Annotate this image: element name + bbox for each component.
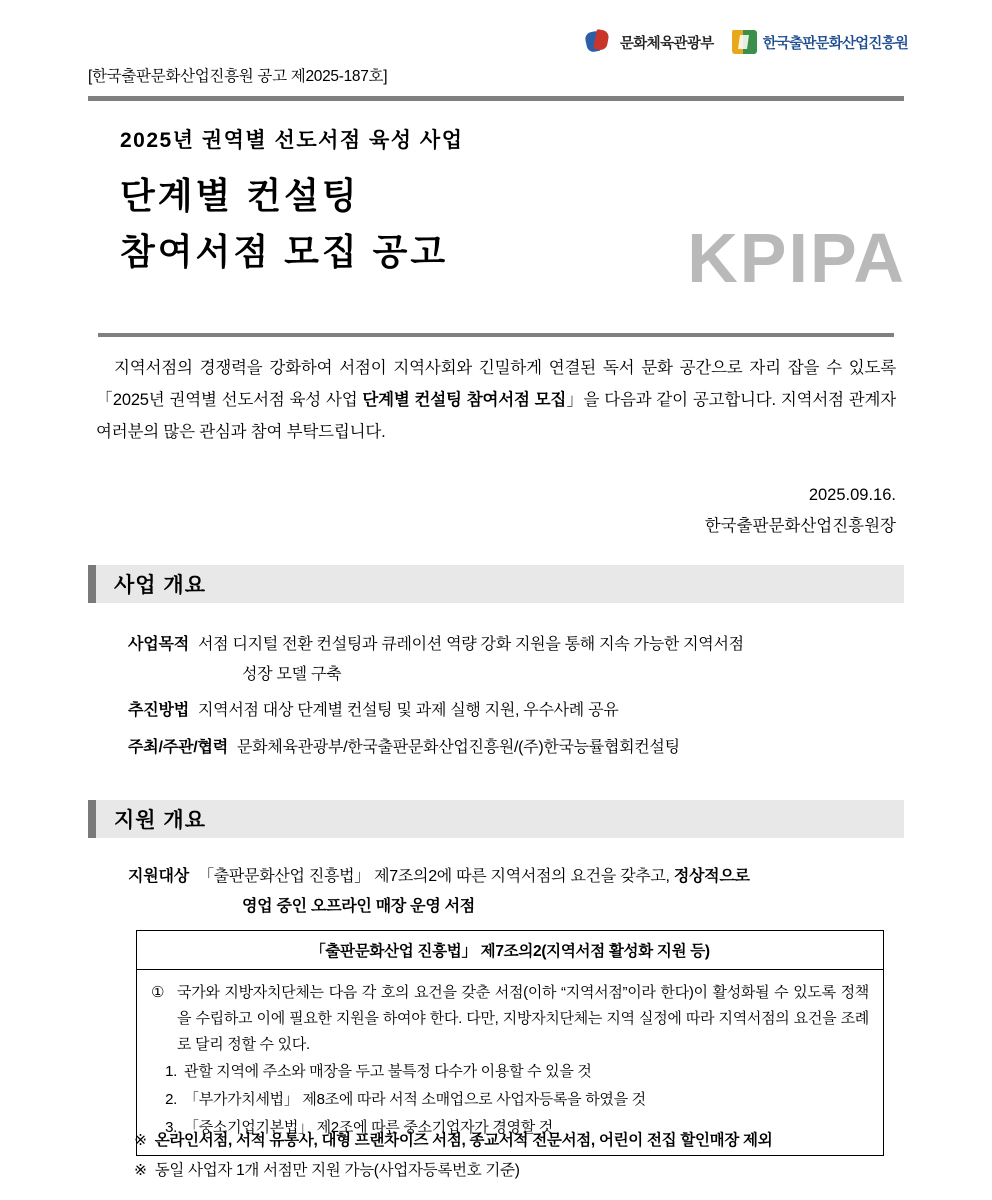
- note-text: 동일 사업자 1개 서점만 지원 가능(사업자등록번호 기준): [154, 1162, 520, 1180]
- top-divider: [88, 96, 904, 101]
- section-accent-bar: [88, 800, 96, 838]
- definition-row: [128, 733, 898, 763]
- notes-list: [134, 1126, 894, 1186]
- note-item: [134, 1126, 894, 1156]
- issuer-name: 한국출판문화산업진흥원장: [704, 516, 896, 535]
- definition-value: 문화체육관광부/한국출판문화산업진흥원/(주)한국능률협회컨설팅: [237, 738, 680, 756]
- law-item-text: 국가와 지방자치단체는 다음 각 호의 요건을 갖춘 서점(이하 “지역서점”이라 한다)이 활성화될 수 있도록 정책을 수립하고 이에 필요한 지원을 하여야 한다. 다만, 지방자치단체는 지역 실정에 따라 지역서점의 요건을 조례로 달리 정할 수 있다.: [177, 984, 869, 1053]
- definition-value: 지역서점 대상 단계별 컨설팅 및 과제 실행 지원, 우수사례 공유: [198, 702, 619, 720]
- law-item-text: 관할 지역에 주소와 매장을 두고 불특정 다수가 이용할 수 있을 것: [184, 1063, 592, 1081]
- law-item-marker: 1.: [165, 1063, 177, 1081]
- intro-text-bold: 단계별 컨설팅 참여서점 모집: [362, 391, 567, 410]
- kpipa-watermark: KPIPA: [687, 219, 906, 297]
- intro-text-part1: 지역서점의 경쟁력을 강화하여 서점이 지역사회와 긴밀하게 연결된 독서 문화 공간으로 자리 잡을 수 있도록 「2025년 권역별 선도서점 육성 사업: [96, 359, 896, 410]
- definition-value: [198, 862, 750, 921]
- kpipa-logo-label: 한국출판문화산업진흥원: [762, 35, 908, 52]
- definition-row: [128, 630, 898, 689]
- definition-row: [128, 862, 898, 921]
- support-definition-list: [128, 862, 898, 928]
- law-box-title: 「출판문화산업 진흥법」 제7조의2(지역서점 활성화 지원 등): [137, 931, 883, 970]
- definition-label: 추진방법: [128, 702, 190, 720]
- note-text: 온라인서점, 서적 유통사, 대형 프랜차이즈 서점, 종교서적 전문서점, 어린이 전집 할인매장 제외: [154, 1132, 773, 1149]
- law-reference-box: [136, 930, 884, 1156]
- definition-label: 주최/주관/협력: [128, 738, 229, 756]
- law-item-text: 「부가가치세법」 제8조에 따라 서적 소매업으로 사업자등록을 하였을 것: [184, 1091, 646, 1109]
- book-icon: [732, 29, 758, 55]
- definition-value-text: 서점 디지털 전환 컨설팅과 큐레이션 역량 강화 지원을 통해 지속 가능한 지역서점: [198, 636, 744, 653]
- law-item: [151, 1059, 869, 1085]
- intro-text-part2: 」을 다음과 같이 공고합니다. 지역서점 관계자 여러분의 많은 관심과 참여 부탁드립니다.: [96, 391, 896, 442]
- document-number: [한국출판문화산업진흥원 공고 제2025-187호]: [88, 68, 388, 85]
- intro-paragraph: [96, 352, 896, 449]
- mcst-logo: [585, 28, 714, 56]
- title-main-line1: 단계별 컨설팅: [120, 175, 360, 216]
- definition-row: [128, 696, 898, 726]
- law-item: [151, 1087, 869, 1113]
- section-header-support: [88, 800, 904, 838]
- definition-value-cont: 영업 중인 오프라인 매장 운영 서점: [242, 897, 475, 915]
- note-marker: ※: [134, 1132, 147, 1149]
- announcement-date: 2025.09.16.: [808, 486, 896, 504]
- title-divider: [98, 333, 894, 337]
- signature-block: [705, 480, 896, 541]
- title-main-line2: 참여서점 모집 공고: [120, 230, 449, 272]
- definition-value: [198, 630, 744, 689]
- law-item: [151, 980, 869, 1057]
- section-accent-bar: [88, 565, 96, 603]
- definition-value-cont: 성장 모델 구축: [242, 665, 342, 683]
- mcst-logo-label: 문화체육관광부: [619, 35, 714, 52]
- note-marker: ※: [134, 1162, 147, 1180]
- law-item-marker: 3.: [165, 1118, 177, 1136]
- law-item-marker: ①: [151, 984, 165, 1001]
- law-item-text: 「중소기업기본법」 제2조에 따른 중소기업자가 경영할 것: [184, 1118, 553, 1136]
- taegeuk-icon: [585, 28, 613, 56]
- title-subtitle: 2025년 권역별 선도서점 육성 사업: [120, 129, 464, 152]
- section-header-overview: [88, 565, 904, 603]
- logo-row: [585, 28, 908, 56]
- definition-label: 지원대상: [128, 868, 190, 885]
- law-item-marker: 2.: [165, 1091, 177, 1109]
- definition-label: 사업목적: [128, 636, 190, 653]
- definition-value-text: 「출판문화산업 진흥법」 제7조의2에 따른 지역서점의 요건을 갖추고,: [198, 868, 674, 885]
- section-title-support: 지원 개요: [114, 809, 206, 832]
- overview-definition-list: [128, 630, 898, 769]
- definition-value-bold: 정상적으로: [673, 868, 750, 885]
- section-title-overview: 사업 개요: [114, 574, 206, 597]
- note-item: [134, 1156, 894, 1186]
- kpipa-logo: [732, 29, 908, 55]
